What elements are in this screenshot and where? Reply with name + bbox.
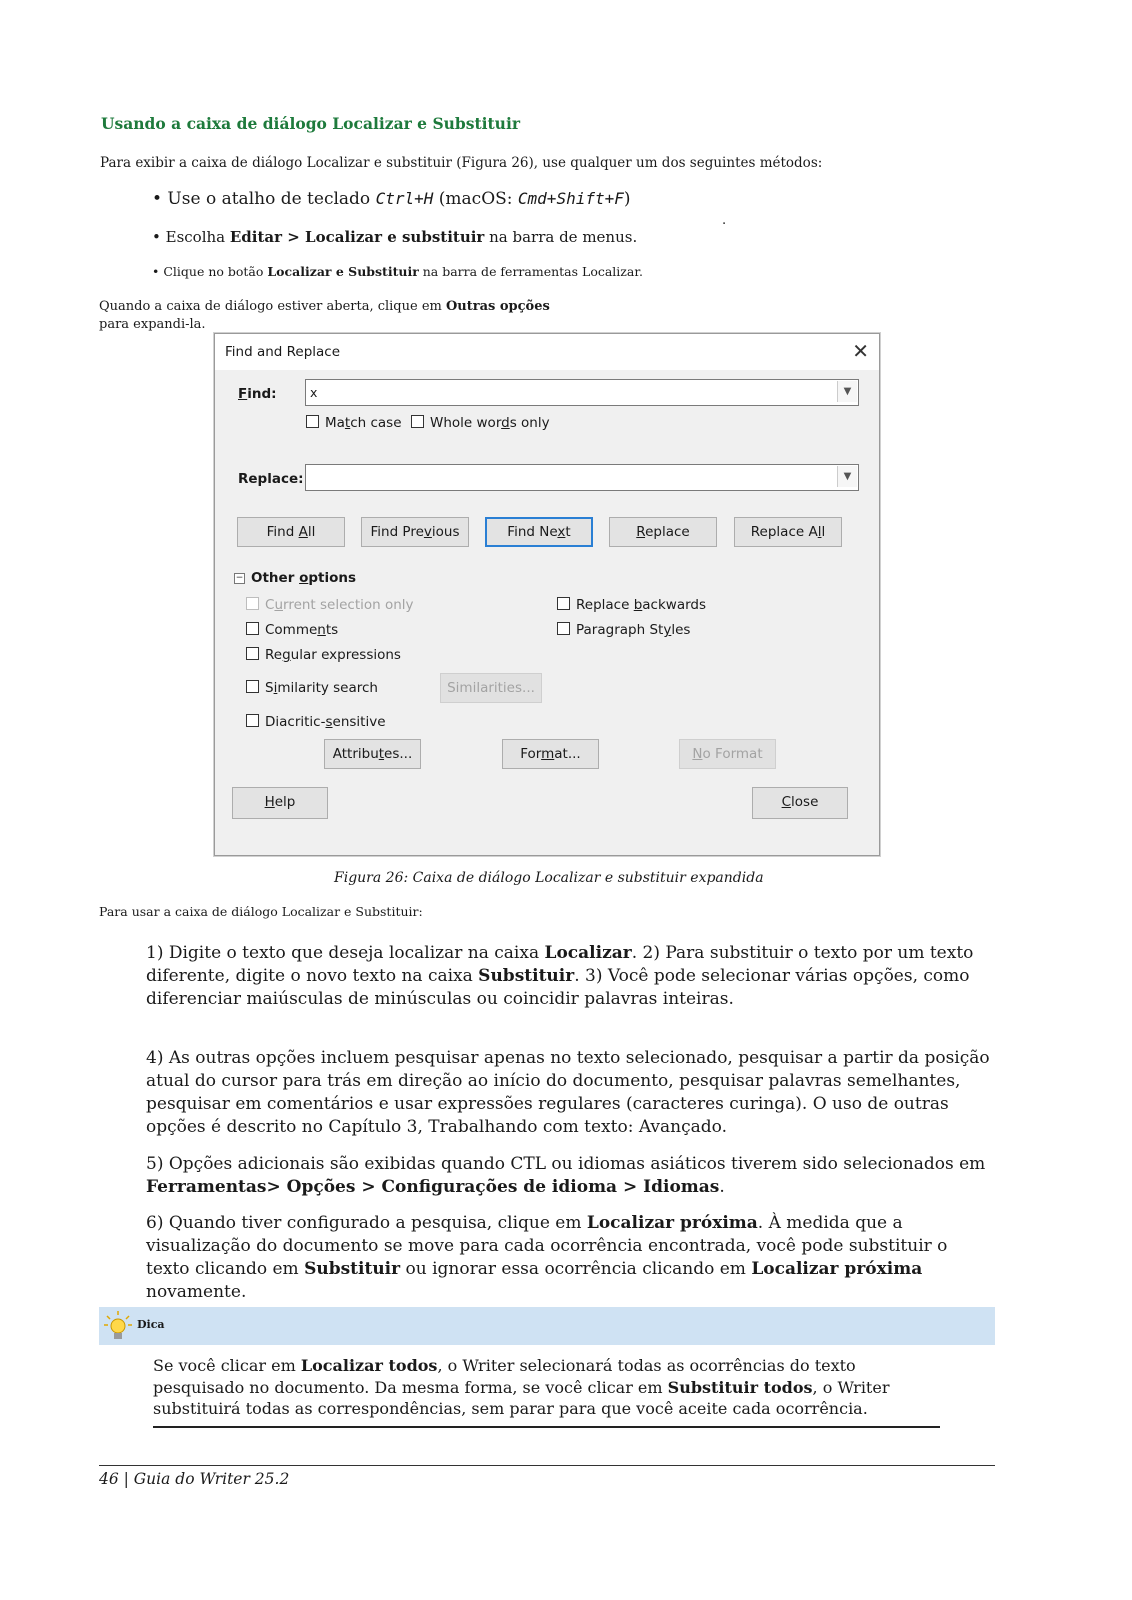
match-case-label[interactable]: Match case xyxy=(325,415,402,431)
diacritic-checkbox[interactable] xyxy=(246,714,259,727)
collapse-icon[interactable]: − xyxy=(235,573,244,583)
intro-text: Para exibir a caixa de diálogo Localizar e substituir (Figura 26), use qualquer um dos seguintes métodos: xyxy=(100,155,823,171)
similarity-checkbox[interactable] xyxy=(246,680,259,693)
tip-text: Se você clicar em Localizar todos, o Writer selecionará todas as ocorrências do texto pesquisado no documento. Da mesma forma, se você clicar em Substituir todos, o Writer substituirá todas as correspondências, sem parar para que você aceite cada ocorrência. xyxy=(153,1356,890,1418)
close-icon[interactable]: ✕ xyxy=(852,339,869,363)
stray-dot: . xyxy=(722,213,727,228)
find-all-button[interactable]: Find All xyxy=(237,517,345,547)
paragraph-styles-label[interactable]: Paragraph Styles xyxy=(576,622,691,638)
tip-label: Dica xyxy=(137,1318,165,1331)
similarity-label[interactable]: Similarity search xyxy=(265,680,378,696)
find-label: Find: xyxy=(238,386,277,402)
diacritic-label[interactable]: Diacritic-sensitive xyxy=(265,714,386,730)
prelude-text: Quando a caixa de diálogo estiver aberta, clique em Outras opções para expandi-la. xyxy=(99,299,550,332)
section-heading: Usando a caixa de diálogo Localizar e Substituir xyxy=(101,114,520,133)
bullet-toolbar: • Clique no botão Localizar e Substituir na barra de ferramentas Localizar. xyxy=(152,264,643,279)
find-previous-button[interactable]: Find Previous xyxy=(361,517,469,547)
replace-backwards-checkbox[interactable] xyxy=(557,597,570,610)
format-button[interactable]: Format... xyxy=(502,739,599,769)
replace-all-button[interactable]: Replace All xyxy=(734,517,842,547)
paragraph-styles-checkbox[interactable] xyxy=(557,622,570,635)
chevron-down-icon[interactable]: ▼ xyxy=(837,381,857,402)
current-selection-checkbox[interactable] xyxy=(246,597,259,610)
page-footer: 46 | Guia do Writer 25.2 xyxy=(99,1470,290,1488)
find-input[interactable]: x xyxy=(310,385,318,400)
current-selection-label[interactable]: Current selection only xyxy=(265,597,414,613)
dialog-title: Find and Replace xyxy=(225,344,341,360)
whole-words-checkbox[interactable] xyxy=(411,415,424,428)
replace-combobox[interactable] xyxy=(305,464,859,491)
usage-intro: Para usar a caixa de diálogo Localizar e Substituir: xyxy=(99,904,423,919)
paragraph-4: 4) As outras opções incluem pesquisar apenas no texto selecionado, pesquisar a partir da posição atual do cursor para trás em direção ao início do documento, pesquisar palavras semelhantes, pesquisar em comentários e usar expressões regulares (caracteres curinga). O uso de outras opções é descrito no Capítulo 3, Trabalhando com texto: Avançado. xyxy=(146,1048,990,1137)
help-button[interactable]: Help xyxy=(232,787,328,819)
other-options-toggle[interactable]: Other options xyxy=(251,570,357,586)
close-button[interactable]: Close xyxy=(752,787,848,819)
replace-label: Replace: xyxy=(238,471,304,487)
similarities-button[interactable]: Similarities... xyxy=(440,673,542,703)
paragraph-1: 1) Digite o texto que deseja localizar na caixa Localizar. 2) Para substituir o texto por um texto diferente, digite o novo texto na caixa Substituir. 3) Você pode selecionar várias opções, como diferenciar maiúsculas de minúsculas ou coincidir palavras inteiras. xyxy=(146,943,974,1009)
figure-caption: Figura 26: Caixa de diálogo Localizar e substituir expandida xyxy=(334,870,764,886)
bullet-shortcut: • Use o atalho de teclado Ctrl+H (macOS: Cmd+Shift+F) xyxy=(152,189,631,209)
regex-checkbox[interactable] xyxy=(246,647,259,660)
paragraph-5: 5) Opções adicionais são exibidas quando CTL ou idiomas asiáticos tiverem sido selecionados em Ferramentas> Opções > Configurações de idioma > Idiomas. xyxy=(146,1154,986,1197)
regex-label[interactable]: Regular expressions xyxy=(265,647,401,663)
replace-button[interactable]: Replace xyxy=(609,517,717,547)
tip-divider xyxy=(153,1426,940,1428)
find-next-button[interactable]: Find Next xyxy=(485,517,593,547)
no-format-button[interactable]: No Format xyxy=(679,739,776,769)
lightbulb-icon xyxy=(103,1310,133,1342)
chevron-down-icon[interactable]: ▼ xyxy=(837,466,857,487)
footer-rule xyxy=(99,1465,995,1466)
comments-checkbox[interactable] xyxy=(246,622,259,635)
attributes-button[interactable]: Attributes... xyxy=(324,739,421,769)
whole-words-label[interactable]: Whole words only xyxy=(430,415,550,431)
tip-header xyxy=(99,1307,995,1345)
match-case-checkbox[interactable] xyxy=(306,415,319,428)
find-combobox[interactable] xyxy=(305,379,859,406)
replace-backwards-label[interactable]: Replace backwards xyxy=(576,597,707,613)
comments-label[interactable]: Comments xyxy=(265,622,339,638)
find-replace-dialog xyxy=(214,333,880,856)
bullet-menu: • Escolha Editar > Localizar e substituir na barra de menus. xyxy=(152,228,638,246)
paragraph-6: 6) Quando tiver configurado a pesquisa, clique em Localizar próxima. À medida que a visualização do documento se move para cada ocorrência encontrada, você pode substituir o texto clicando em Substituir ou ignorar essa ocorrência clicando em Localizar próxima novamente. xyxy=(146,1213,948,1302)
dialog-titlebar xyxy=(215,334,879,370)
